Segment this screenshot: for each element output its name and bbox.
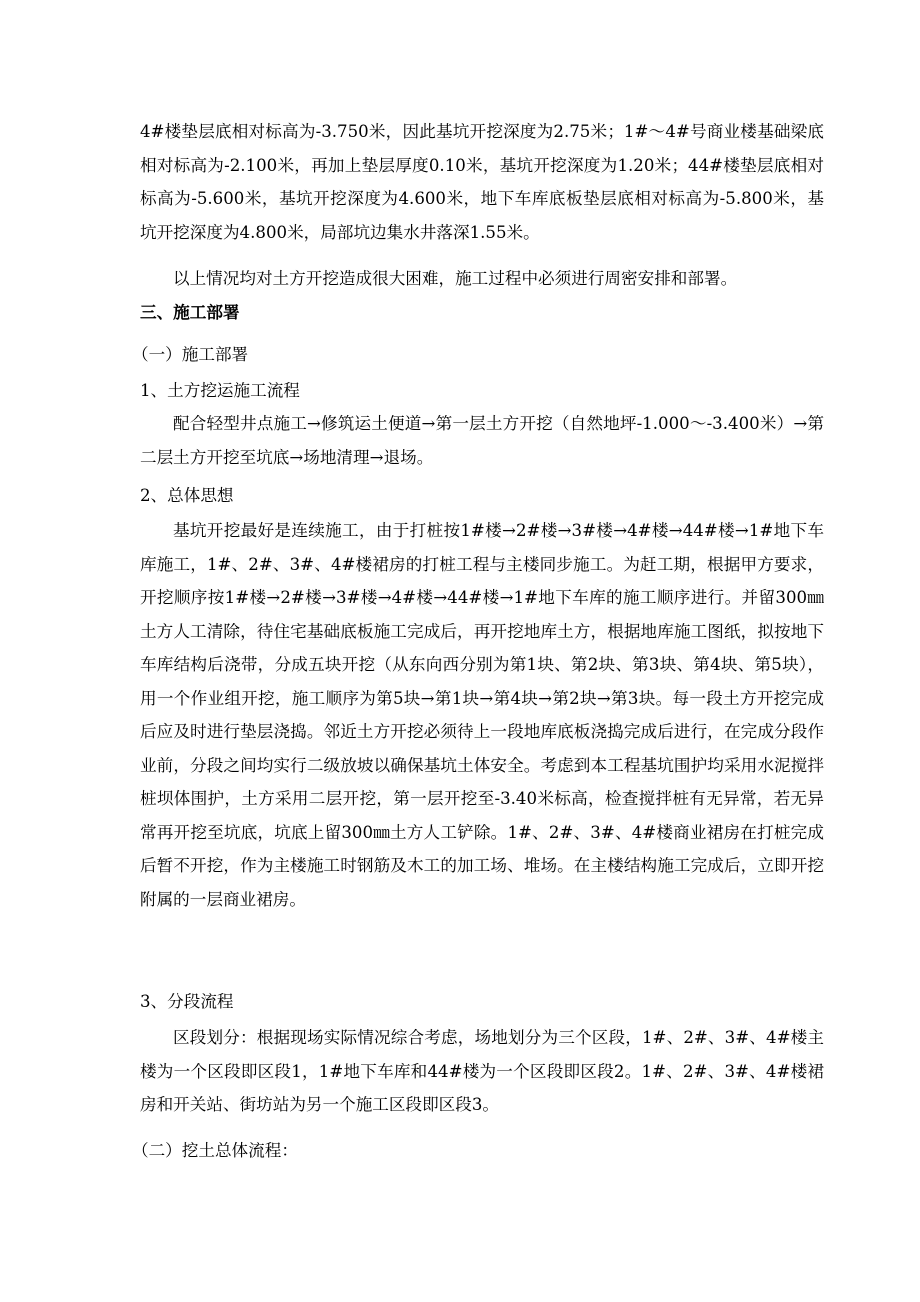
subheading-deployment: （一）施工部署 — [132, 345, 249, 364]
item-segment-flow: 3、分段流程 — [140, 992, 234, 1011]
paragraph-earthwork-flow: 配合轻型井点施工→修筑运土便道→第一层土方开挖（自然地坪-1.000～-3.400米）→第二层土方开挖至坑底→场地清理→退场。 — [140, 414, 824, 467]
subheading-excavation-flow: （二）挖土总体流程： — [132, 1141, 298, 1160]
item-earthwork-flow: 1、土方挖运施工流程 — [140, 381, 300, 400]
item-overall-idea: 2、总体思想 — [140, 486, 234, 505]
paragraph-difficulty-note: 以上情况均对土方开挖造成很大困难，施工过程中必须进行周密安排和部署。 — [173, 269, 738, 288]
paragraph-segment-division: 区段划分：根据现场实际情况综合考虑，场地划分为三个区段，1#、2#、3#、4#楼主楼为一个区段即区段1，1#地下车库和44#楼为一个区段即区段2。1#、2#、3#、4#楼裙房和开关站、街坊站为另一个施工区段即区段3。 — [140, 1028, 824, 1114]
paragraph-excavation-depths: 4#楼垫层底相对标高为-3.750米，因此基坑开挖深度为2.75米；1#～4#号商业楼基础梁底相对标高为-2.100米，再加上垫层厚度0.10米，基坑开挖深度为1.20米；44#楼垫层底相对标高为-5.600米，基坑开挖深度为4.600米，地下车库底板垫层底相对标高为-5.800米，基坑开挖深度为4.800米，局部坑边集水井落深1.55米。 — [140, 122, 824, 242]
paragraph-overall-idea: 基坑开挖最好是连续施工，由于打桩按1#楼→2#楼→3#楼→4#楼→44#楼→1#地下车库施工，1#、2#、3#、4#楼裙房的打桩工程与主楼同步施工。为赶工期，根据甲方要求，开挖顺序按1#楼→2#楼→3#楼→4#楼→44#楼→1#地下车库的施工顺序进行。并留300㎜土方人工清除，待住宅基础底板施工完成后，再开挖地库土方，根据地库施工图纸，拟按地下车库结构后浇带，分成五块开挖（从东向西分别为第1块、第2块、第3块、第4块、第5块），用一个作业组开挖，施工顺序为第5块→第1块→第4块→第2块→第3块。每一段土方开挖完成后应及时进行垫层浇捣。邻近土方开挖必须待上一段地库底板浇捣完成后进行，在完成分段作业前，分段之间均实行二级放坡以确保基坑土体安全。考虑到本工程基坑围护均采用水泥搅拌桩坝体围护，土方采用二层开挖，第一层开挖至-3.40米标高，检查搅拌桩有无异常，若无异常再开挖至坑底，坑底上留300㎜土方人工铲除。1#、2#、3#、4#楼商业裙房在打桩完成后暂不开挖，作为主楼施工时钢筋及木工的加工场、堆场。在主楼结构施工完成后，立即开挖附属的一层商业裙房。 — [140, 521, 824, 909]
heading-construction-deployment: 三、施工部署 — [140, 302, 240, 322]
